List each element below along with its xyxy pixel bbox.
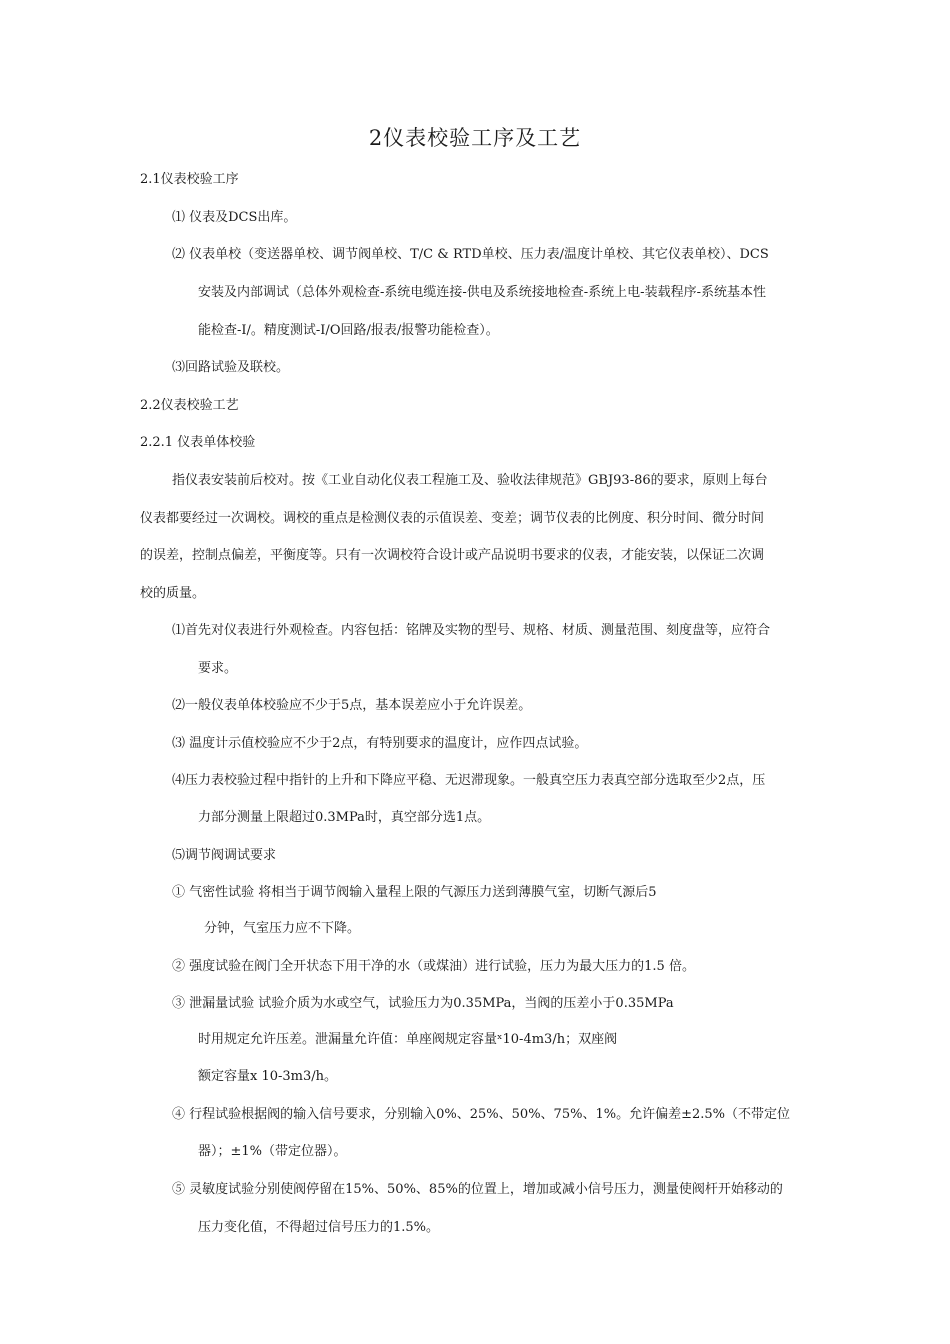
list-item: ⑷压力表校验过程中指针的上升和下降应平稳、无迟滞现象。一般真空压力表真空部分选取至少2点，压 bbox=[172, 773, 766, 788]
section-heading-2-2: 2.2仪表校验工艺 bbox=[140, 398, 239, 413]
list-item-continuation: 能检查-I/。精度测试-I/O回路/报表/报警功能检查）。 bbox=[198, 323, 499, 338]
list-item-continuation: 压力变化值，不得超过信号压力的1.5%。 bbox=[198, 1220, 440, 1235]
paragraph-line: 校的质量。 bbox=[140, 586, 206, 601]
list-item-continuation: 要求。 bbox=[198, 661, 238, 676]
list-item: ⑶ 温度计示值校验应不少于2点，有特别要求的温度计，应作四点试验。 bbox=[172, 736, 588, 751]
list-item-continuation: 分钟，气室压力应不下降。 bbox=[204, 921, 361, 936]
list-item-continuation: 时用规定允许压差。泄漏量允许值：单座阀规定容量ˣ10-4m3/h；双座阀 bbox=[198, 1032, 618, 1047]
paragraph-line: 指仪表安装前后校对。按《工业自动化仪表工程施工及、验收法律规范》GBJ93-86的要求，原则上每台 bbox=[172, 473, 768, 488]
list-item: ⑵ 仪表单校（变送器单校、调节阀单校、T/C & RTD单校、压力表/温度计单校、其它仪表单校）、DCS bbox=[172, 247, 769, 262]
list-item-continuation: 安装及内部调试（总体外观检查-系统电缆连接-供电及系统接地检查-系统上电-装载程序-系统基本性 bbox=[198, 285, 766, 300]
list-item: ⑴首先对仪表进行外观检查。内容包括：铭牌及实物的型号、规格、材质、测量范围、刻度盘等，应符合 bbox=[172, 623, 771, 638]
list-item: ⑤ 灵敏度试验分别使阀停留在15%、50%、85%的位置上，增加或减小信号压力，测量使阀杆开始移动的 bbox=[172, 1182, 783, 1197]
list-item: ⑸调节阀调试要求 bbox=[172, 848, 277, 863]
list-item: ① 气密性试验 将相当于调节阀输入量程上限的气源压力送到薄膜气室，切断气源后5 bbox=[172, 885, 657, 900]
paragraph-line: 仪表都要经过一次调校。调校的重点是检测仪表的示值误差、变差；调节仪表的比例度、积分时间、微分时间 bbox=[140, 511, 765, 526]
page-title: 2仪表校验工序及工艺 bbox=[368, 126, 582, 150]
list-item-continuation: 额定容量x 10-3m3/h。 bbox=[198, 1069, 338, 1084]
list-item: ⑶回路试验及联校。 bbox=[172, 360, 290, 375]
list-item: ② 强度试验在阀门全开状态下用干净的水（或煤油）进行试验，压力为最大压力的1.5 倍。 bbox=[172, 959, 695, 974]
list-item: ⑴ 仪表及DCS出库。 bbox=[172, 210, 297, 225]
subsection-heading-2-2-1: 2.2.1 仪表单体校验 bbox=[140, 435, 256, 450]
paragraph-line: 的误差，控制点偏差，平衡度等。只有一次调校符合设计或产品说明书要求的仪表，才能安装，以保证二次调 bbox=[140, 548, 765, 563]
list-item: ⑵一般仪表单体校验应不少于5点，基本误差应小于允许误差。 bbox=[172, 698, 532, 713]
list-item: ③ 泄漏量试验 试验介质为水或空气，试验压力为0.35MPa，当阀的压差小于0.35MPa bbox=[172, 996, 674, 1011]
section-heading-2-1: 2.1仪表校验工序 bbox=[140, 172, 239, 187]
list-item: ④ 行程试验根据阀的输入信号要求，分别输入0%、25%、50%、75%、1%。允许偏差±2.5%（不带定位 bbox=[172, 1107, 790, 1122]
list-item-continuation: 力部分测量上限超过0.3MPa时，真空部分选1点。 bbox=[198, 810, 491, 825]
list-item-continuation: 器）；±1%（带定位器）。 bbox=[198, 1144, 347, 1159]
